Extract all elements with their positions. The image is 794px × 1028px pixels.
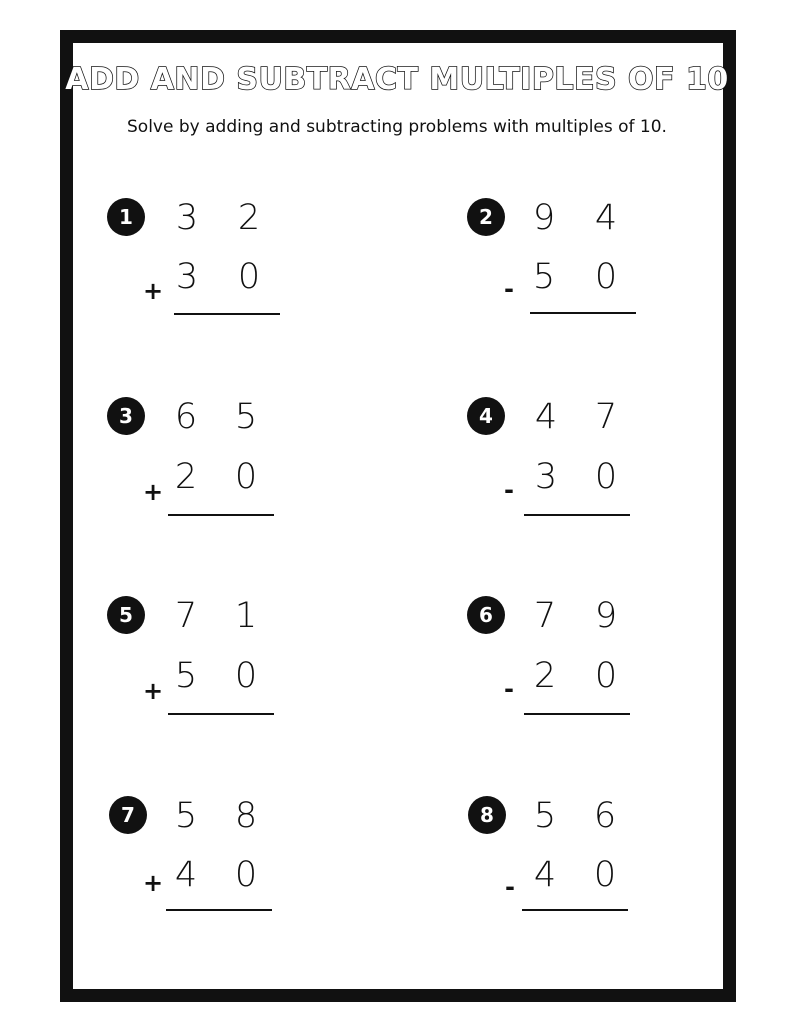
operator-sign: + (143, 869, 164, 897)
operator-sign: + (143, 277, 164, 305)
problem-2 (467, 198, 667, 328)
bottom-ones-digit: 0 (237, 257, 261, 297)
top-tens-digit: 5 (174, 796, 198, 836)
top-tens-digit: 5 (533, 796, 557, 836)
top-ones-digit: 1 (234, 596, 258, 636)
top-tens-digit: 7 (533, 596, 557, 636)
answer-line (522, 909, 628, 911)
problem-6 (467, 596, 667, 726)
bottom-tens-digit: 2 (174, 457, 198, 497)
operator-sign: - (504, 275, 514, 303)
bottom-tens-digit: 2 (533, 656, 557, 696)
bottom-ones-digit: 0 (594, 257, 618, 297)
problem-3 (107, 397, 307, 527)
bottom-ones-digit: 0 (594, 656, 618, 696)
top-tens-digit: 3 (175, 198, 199, 238)
bottom-tens-digit: 5 (532, 257, 556, 297)
operator-sign: - (504, 476, 514, 504)
problem-number-badge: 5 (107, 596, 145, 634)
answer-line (524, 514, 630, 516)
bottom-tens-digit: 3 (534, 457, 558, 497)
problem-5 (107, 596, 307, 726)
top-ones-digit: 5 (234, 397, 258, 437)
top-tens-digit: 4 (534, 397, 558, 437)
operator-sign: - (504, 675, 514, 703)
worksheet-instructions: Solve by adding and subtracting problems with multiples of 10. (127, 117, 667, 137)
top-tens-digit: 7 (174, 596, 198, 636)
answer-line (168, 514, 274, 516)
bottom-ones-digit: 0 (234, 855, 258, 895)
operator-sign: - (505, 873, 515, 901)
problem-number-badge: 8 (468, 796, 506, 834)
problem-number-badge: 7 (109, 796, 147, 834)
problem-number-badge: 3 (107, 397, 145, 435)
bottom-ones-digit: 0 (594, 457, 618, 497)
problem-4 (467, 397, 667, 527)
bottom-tens-digit: 4 (533, 855, 557, 895)
worksheet-title: ADD AND SUBTRACT MULTIPLES OF 10 (65, 62, 729, 97)
top-tens-digit: 6 (174, 397, 198, 437)
problem-number-badge: 4 (467, 397, 505, 435)
problem-1 (107, 198, 307, 328)
top-ones-digit: 7 (594, 397, 618, 437)
top-tens-digit: 9 (532, 198, 556, 238)
answer-line (168, 713, 274, 715)
operator-sign: + (143, 478, 164, 506)
bottom-tens-digit: 3 (175, 257, 199, 297)
problem-number-badge: 2 (467, 198, 505, 236)
bottom-ones-digit: 0 (593, 855, 617, 895)
top-ones-digit: 6 (593, 796, 617, 836)
bottom-ones-digit: 0 (234, 656, 258, 696)
problem-7 (109, 796, 309, 926)
problem-number-badge: 6 (467, 596, 505, 634)
answer-line (166, 909, 272, 911)
bottom-tens-digit: 5 (174, 656, 198, 696)
problem-number-badge: 1 (107, 198, 145, 236)
bottom-ones-digit: 0 (234, 457, 258, 497)
top-ones-digit: 9 (594, 596, 618, 636)
problem-8 (468, 796, 668, 926)
answer-line (174, 313, 280, 315)
top-ones-digit: 8 (234, 796, 258, 836)
answer-line (530, 312, 636, 314)
top-ones-digit: 4 (594, 198, 618, 238)
operator-sign: + (143, 677, 164, 705)
answer-line (524, 713, 630, 715)
bottom-tens-digit: 4 (174, 855, 198, 895)
top-ones-digit: 2 (237, 198, 261, 238)
